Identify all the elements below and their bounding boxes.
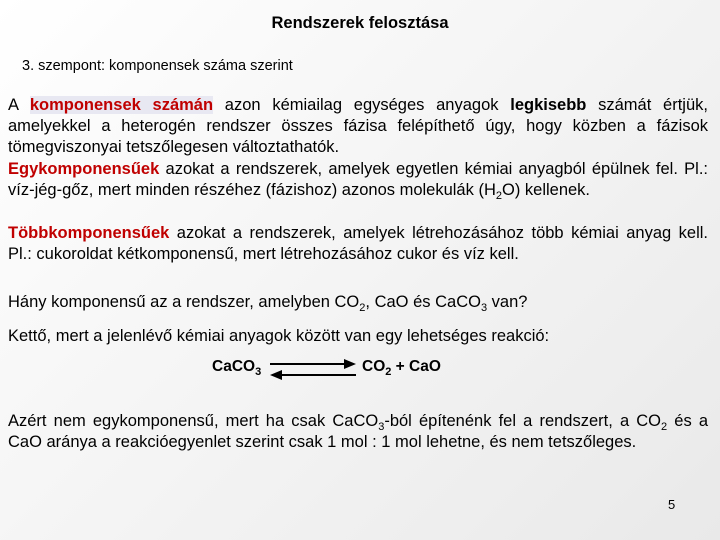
reactant: CaCO$_3$ [212, 358, 262, 378]
page-number: 5 [668, 497, 676, 512]
term-komponensek-szaman: komponensek számán [29, 96, 214, 114]
paragraph-tobbkomponensu: Többkomponensűek azokat a rendszerek, amelyek létrehozásához több kémiai anyag kell. Pl.: cukoroldat kétkomponensű, mert létrehozásához cukor és víz kell. [8, 224, 708, 263]
paragraph-question: Hány komponensű az a rendszer, amelyben $CO_2$, CaO és CaCO$_3$ van? [8, 293, 528, 314]
reaction-equation [0, 354, 720, 384]
paragraph-explanation: Azért nem egykomponensű, mert ha csak CaCO$_3$-ból építenénk fel a rendszert, a $CO_2$ és a CaO aránya a reakcióegyenlet szerint csak 1 mol : 1 mol lehetne, és nem tetszőleges. [8, 412, 709, 451]
paragraph-definition: A komponensek számán azon kémiailag egységes anyagok legkisebb számát értjük, amelyekkel a heterogén rendszer összes fázisa felépíthető úgy, hogy közben a fázisok tömegviszonyai tetszőlegesen változtathatók. [8, 96, 708, 156]
paragraph-egykomponensu: Egykomponensűek azokat a rendszerek, amelyek egyetlen kémiai anyagból épülnek fel. Pl.: víz-jég-gőz, mert minden részéhez (fázishoz) azonos molekulák $(H_2O)$ kellenek. [8, 160, 708, 202]
term-legkisebb: legkisebb [510, 96, 587, 114]
term-tobbkomponensuek: Többkomponensűek [8, 224, 170, 242]
slide-title: Rendszerek felosztása [271, 14, 449, 32]
equilibrium-arrows-icon [268, 356, 358, 382]
term-egykomponensuek: Egykomponensűek [8, 160, 160, 178]
paragraph-answer: Kettő, mert a jelenlévő kémiai anyagok között van egy lehetséges reakció: [8, 327, 550, 345]
products: $CO_2$ + CaO [362, 358, 441, 378]
slide-subtitle: 3. szempont: komponensek száma szerint [22, 58, 293, 74]
